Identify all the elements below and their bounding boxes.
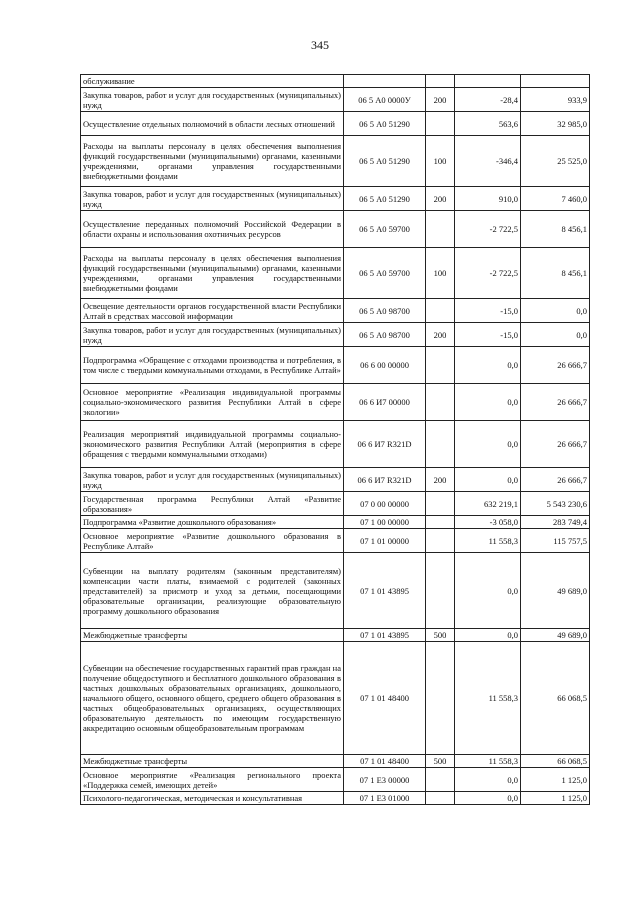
row-change-cell: -2 722,5 bbox=[455, 248, 521, 299]
table-row bbox=[81, 136, 590, 187]
row-name-cell: Осуществление переданных полномочий Российской Федерации в области охраны и использования охотничьих ресурсов bbox=[81, 211, 344, 248]
row-name-cell: Освещение деятельности органов государственной власти Республики Алтай в средствах массовой информации bbox=[81, 299, 344, 323]
row-change-cell: 11 558,3 bbox=[455, 642, 521, 755]
table-row bbox=[81, 211, 590, 248]
row-code-cell: 07 1 00 00000 bbox=[344, 516, 426, 529]
row-change-cell: 0,0 bbox=[455, 347, 521, 384]
table-row bbox=[81, 248, 590, 299]
row-total-cell: 933,9 bbox=[521, 88, 590, 112]
row-code-cell bbox=[344, 75, 426, 88]
table-row bbox=[81, 792, 590, 805]
row-expense-type-cell: 500 bbox=[426, 755, 455, 768]
row-total-cell: 66 068,5 bbox=[521, 642, 590, 755]
row-name-cell: Субвенции на выплату родителям (законным представителям) компенсации части платы, взимаемой с родителей (законных представителей) за присмотр и уход за детьми, посещающими образовательные организации, реализующие образовательную программу дошкольного образования bbox=[81, 553, 344, 629]
row-name-cell: Межбюджетные трансферты bbox=[81, 755, 344, 768]
row-expense-type-cell: 100 bbox=[426, 248, 455, 299]
table-row bbox=[81, 768, 590, 792]
table-row bbox=[81, 187, 590, 211]
row-expense-type-cell bbox=[426, 553, 455, 629]
row-change-cell: 0,0 bbox=[455, 792, 521, 805]
row-change-cell: -346,4 bbox=[455, 136, 521, 187]
row-total-cell: 0,0 bbox=[521, 323, 590, 347]
row-code-cell: 07 1 01 48400 bbox=[344, 755, 426, 768]
row-code-cell: 07 1 Е3 00000 bbox=[344, 768, 426, 792]
row-change-cell: 0,0 bbox=[455, 421, 521, 468]
table-row bbox=[81, 323, 590, 347]
row-name-cell: Реализация мероприятий индивидуальной программы социально-экономического развития Республики Алтай (мероприятия в сфере обращения с твердыми коммунальными отходами) bbox=[81, 421, 344, 468]
row-code-cell: 06 5 А0 98700 bbox=[344, 323, 426, 347]
row-total-cell: 1 125,0 bbox=[521, 792, 590, 805]
row-change-cell: 0,0 bbox=[455, 553, 521, 629]
row-code-cell: 06 6 И7 R321D bbox=[344, 468, 426, 492]
row-total-cell: 5 543 230,6 bbox=[521, 492, 590, 516]
row-total-cell: 49 689,0 bbox=[521, 629, 590, 642]
table-row bbox=[81, 347, 590, 384]
row-expense-type-cell bbox=[426, 112, 455, 136]
table-row bbox=[81, 755, 590, 768]
row-code-cell: 06 5 А0 51290 bbox=[344, 136, 426, 187]
table-row bbox=[81, 529, 590, 553]
row-name-cell: Расходы на выплаты персоналу в целях обеспечения выполнения функций государственными (муниципальными) органами, казенными учреждениями, органами управления государственными внебюджетными фондами bbox=[81, 136, 344, 187]
row-code-cell: 07 1 01 43895 bbox=[344, 553, 426, 629]
row-change-cell: 0,0 bbox=[455, 768, 521, 792]
table-row bbox=[81, 492, 590, 516]
row-code-cell: 06 6 И7 00000 bbox=[344, 384, 426, 421]
row-expense-type-cell bbox=[426, 792, 455, 805]
row-code-cell: 06 5 А0 51290 bbox=[344, 187, 426, 211]
row-expense-type-cell bbox=[426, 492, 455, 516]
row-code-cell: 07 0 00 00000 bbox=[344, 492, 426, 516]
table-row bbox=[81, 421, 590, 468]
row-code-cell: 06 5 А0 59700 bbox=[344, 248, 426, 299]
row-change-cell: 0,0 bbox=[455, 629, 521, 642]
row-code-cell: 06 5 А0 0000У bbox=[344, 88, 426, 112]
row-total-cell: 0,0 bbox=[521, 299, 590, 323]
row-change-cell: -2 722,5 bbox=[455, 211, 521, 248]
row-code-cell: 06 5 А0 98700 bbox=[344, 299, 426, 323]
row-code-cell: 07 1 Е3 01000 bbox=[344, 792, 426, 805]
row-expense-type-cell bbox=[426, 299, 455, 323]
row-change-cell: 0,0 bbox=[455, 384, 521, 421]
row-name-cell: Психолого-педагогическая, методическая и консультативная bbox=[81, 792, 344, 805]
row-name-cell: Осуществление отдельных полномочий в области лесных отношений bbox=[81, 112, 344, 136]
table-row bbox=[81, 299, 590, 323]
row-expense-type-cell: 500 bbox=[426, 629, 455, 642]
row-expense-type-cell bbox=[426, 347, 455, 384]
page-number: 345 bbox=[311, 38, 329, 52]
row-change-cell: 563,6 bbox=[455, 112, 521, 136]
row-total-cell: 25 525,0 bbox=[521, 136, 590, 187]
row-change-cell: -15,0 bbox=[455, 323, 521, 347]
row-name-cell: Закупка товаров, работ и услуг для государственных (муниципальных) нужд bbox=[81, 88, 344, 112]
row-expense-type-cell: 200 bbox=[426, 187, 455, 211]
row-change-cell: -3 058,0 bbox=[455, 516, 521, 529]
row-total-cell: 7 460,0 bbox=[521, 187, 590, 211]
row-expense-type-cell: 100 bbox=[426, 136, 455, 187]
row-total-cell: 283 749,4 bbox=[521, 516, 590, 529]
row-change-cell: 11 558,3 bbox=[455, 529, 521, 553]
table-row bbox=[81, 384, 590, 421]
row-change-cell: 632 219,1 bbox=[455, 492, 521, 516]
row-expense-type-cell bbox=[426, 768, 455, 792]
row-total-cell: 26 666,7 bbox=[521, 347, 590, 384]
row-name-cell: Основное мероприятие «Реализация индивидуальной программы социально-экономического развития Республики Алтай в сфере экологии» bbox=[81, 384, 344, 421]
row-name-cell: Закупка товаров, работ и услуг для государственных (муниципальных) нужд bbox=[81, 323, 344, 347]
row-code-cell: 06 5 А0 59700 bbox=[344, 211, 426, 248]
row-total-cell: 8 456,1 bbox=[521, 211, 590, 248]
row-change-cell: 910,0 bbox=[455, 187, 521, 211]
row-change-cell: 0,0 bbox=[455, 468, 521, 492]
row-change-cell: -28,4 bbox=[455, 88, 521, 112]
row-expense-type-cell: 200 bbox=[426, 468, 455, 492]
row-code-cell: 07 1 01 00000 bbox=[344, 529, 426, 553]
row-name-cell: Государственная программа Республики Алтай «Развитие образования» bbox=[81, 492, 344, 516]
row-name-cell: Субвенции на обеспечение государственных гарантий прав граждан на получение общедоступного и бесплатного дошкольного образования в частных дошкольных образовательных организациях, дошкольного, начального общего, основного общего, среднего общего образования в частных общеобразовательных организациях, осуществляющих образовательную деятельность по имеющим государственную аккредитацию основным общеобразовательным программам bbox=[81, 642, 344, 755]
row-total-cell bbox=[521, 75, 590, 88]
row-change-cell: 11 558,3 bbox=[455, 755, 521, 768]
row-total-cell: 8 456,1 bbox=[521, 248, 590, 299]
row-expense-type-cell bbox=[426, 211, 455, 248]
row-total-cell: 115 757,5 bbox=[521, 529, 590, 553]
row-total-cell: 32 985,0 bbox=[521, 112, 590, 136]
row-expense-type-cell bbox=[426, 75, 455, 88]
table-row bbox=[81, 112, 590, 136]
row-expense-type-cell bbox=[426, 421, 455, 468]
table-row bbox=[81, 516, 590, 529]
row-expense-type-cell bbox=[426, 642, 455, 755]
table-row bbox=[81, 553, 590, 629]
row-name-cell: Основное мероприятие «Реализация регионального проекта «Поддержка семей, имеющих детей» bbox=[81, 768, 344, 792]
row-expense-type-cell bbox=[426, 384, 455, 421]
row-expense-type-cell: 200 bbox=[426, 323, 455, 347]
table-row bbox=[81, 642, 590, 755]
table-row bbox=[81, 468, 590, 492]
row-change-cell bbox=[455, 75, 521, 88]
budget-table bbox=[80, 74, 590, 805]
row-name-cell: Расходы на выплаты персоналу в целях обеспечения выполнения функций государственными (муниципальными) органами, казенными учреждениями, органами управления государственными внебюджетными фондами bbox=[81, 248, 344, 299]
row-total-cell: 26 666,7 bbox=[521, 421, 590, 468]
row-expense-type-cell bbox=[426, 516, 455, 529]
row-total-cell: 26 666,7 bbox=[521, 468, 590, 492]
row-name-cell: Подпрограмма «Обращение с отходами производства и потребления, в том числе с твердыми коммунальными отходами, в Республике Алтай» bbox=[81, 347, 344, 384]
row-name-cell: Подпрограмма «Развитие дошкольного образования» bbox=[81, 516, 344, 529]
row-total-cell: 26 666,7 bbox=[521, 384, 590, 421]
row-code-cell: 07 1 01 48400 bbox=[344, 642, 426, 755]
budget-table-body bbox=[81, 75, 590, 805]
row-name-cell: Основное мероприятие «Развитие дошкольного образования в Республике Алтай» bbox=[81, 529, 344, 553]
row-code-cell: 07 1 01 43895 bbox=[344, 629, 426, 642]
row-name-cell: Закупка товаров, работ и услуг для государственных (муниципальных) нужд bbox=[81, 468, 344, 492]
table-row bbox=[81, 88, 590, 112]
row-code-cell: 06 6 00 00000 bbox=[344, 347, 426, 384]
row-expense-type-cell bbox=[426, 529, 455, 553]
row-total-cell: 66 068,5 bbox=[521, 755, 590, 768]
table-row bbox=[81, 75, 590, 88]
row-name-cell: обслуживание bbox=[81, 75, 344, 88]
row-code-cell: 06 6 И7 R321D bbox=[344, 421, 426, 468]
table-row bbox=[81, 629, 590, 642]
row-name-cell: Закупка товаров, работ и услуг для государственных (муниципальных) нужд bbox=[81, 187, 344, 211]
row-total-cell: 1 125,0 bbox=[521, 768, 590, 792]
row-code-cell: 06 5 А0 51290 bbox=[344, 112, 426, 136]
row-total-cell: 49 689,0 bbox=[521, 553, 590, 629]
row-expense-type-cell: 200 bbox=[426, 88, 455, 112]
row-name-cell: Межбюджетные трансферты bbox=[81, 629, 344, 642]
row-change-cell: -15,0 bbox=[455, 299, 521, 323]
